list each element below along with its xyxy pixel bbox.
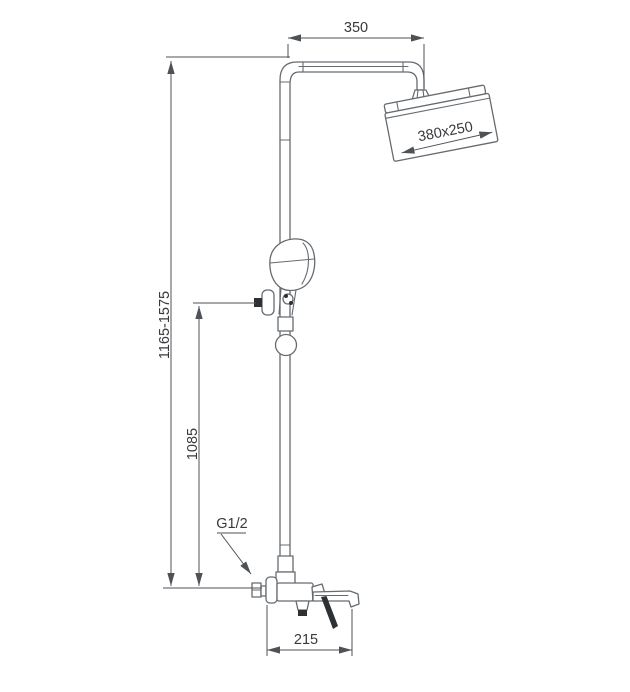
spout-outlet-aerator [298, 610, 307, 616]
overhead-shower [383, 84, 498, 161]
dim-holder-height [185, 303, 256, 586]
holder-pivot-pin [289, 301, 293, 305]
dim-head-size-label: 380x250 [416, 119, 475, 146]
dim-holder-height-label: 1085 [185, 427, 201, 461]
fixture [252, 62, 498, 629]
dim-spout-length [267, 605, 352, 656]
holder-pivot-pin [284, 294, 288, 298]
pipe-sleeve [278, 556, 293, 572]
dim-top-width-label: 350 [343, 20, 369, 36]
mixer-spout [313, 591, 359, 607]
wall-flange [266, 577, 277, 603]
dim-top-width [288, 20, 424, 88]
holder-flange [262, 290, 274, 315]
diverter-knob [276, 335, 297, 356]
mixer-body [277, 583, 313, 601]
dim-total-height-label: 1165-1575 [157, 290, 173, 360]
leader-line [221, 534, 251, 574]
hand-shower [270, 239, 315, 315]
dim-inlet-connection-label: G1/2 [216, 516, 248, 532]
slider-joint [278, 317, 293, 331]
pipe-collar [276, 572, 295, 584]
dim-spout-length-label: 215 [293, 632, 319, 648]
mixer [252, 577, 359, 629]
spout-outlet [296, 601, 309, 610]
dim-inlet-connection [216, 516, 251, 574]
slider-holder [254, 290, 274, 315]
dim-total-height [157, 57, 290, 588]
